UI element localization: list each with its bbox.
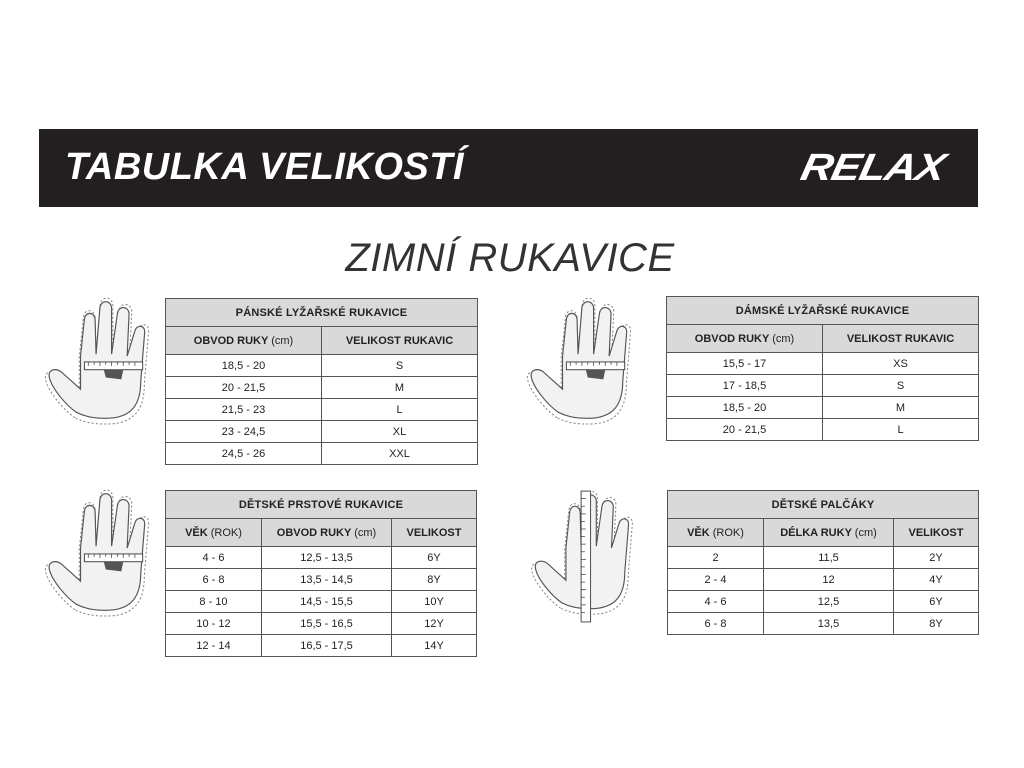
hand-measure-circumference-icon <box>38 484 158 620</box>
table-cell: 8Y <box>894 613 979 635</box>
table-cell: 6 - 8 <box>166 569 262 591</box>
relax-logo: RELAX <box>797 147 949 189</box>
table-cell: 6Y <box>894 591 979 613</box>
table-cell: 12,5 - 13,5 <box>262 547 392 569</box>
table-row <box>166 355 478 377</box>
table-cell: 10Y <box>392 591 477 613</box>
table-cell: M <box>322 377 478 399</box>
column-header: OBVOD RUKY (cm) <box>166 327 322 355</box>
table-cell: S <box>322 355 478 377</box>
table-cell: 23 - 24,5 <box>166 421 322 443</box>
table-cell: XL <box>322 421 478 443</box>
table-cell: 2 - 4 <box>668 569 764 591</box>
table-cell: L <box>322 399 478 421</box>
table-cell: 21,5 - 23 <box>166 399 322 421</box>
header-banner <box>39 129 978 207</box>
table-cell: XXL <box>322 443 478 465</box>
table-cell: M <box>823 397 979 419</box>
column-header: VELIKOST <box>894 519 979 547</box>
table-cell: 10 - 12 <box>166 613 262 635</box>
table-cell: 2 <box>668 547 764 569</box>
table-cell: 6Y <box>392 547 477 569</box>
kids-mittens-size-table <box>667 490 979 635</box>
mens-size-table <box>165 298 478 465</box>
table-row <box>667 375 979 397</box>
table-cell: 20 - 21,5 <box>166 377 322 399</box>
table-cell: 17 - 18,5 <box>667 375 823 397</box>
column-header: DÉLKA RUKY (cm) <box>764 519 894 547</box>
table-row <box>166 635 477 657</box>
table-cell: S <box>823 375 979 397</box>
kids-fingered-size-table <box>165 490 477 657</box>
table-cell: 24,5 - 26 <box>166 443 322 465</box>
table-cell: 8Y <box>392 569 477 591</box>
column-header: VELIKOST <box>392 519 477 547</box>
table-cell: 15,5 - 17 <box>667 353 823 375</box>
table-row <box>166 377 478 399</box>
table-cell: 2Y <box>894 547 979 569</box>
table-row <box>166 421 478 443</box>
table-caption: DĚTSKÉ PALČÁKY <box>668 491 979 519</box>
table-cell: 4 - 6 <box>668 591 764 613</box>
table-row <box>667 419 979 441</box>
table-cell: XS <box>823 353 979 375</box>
table-cell: 14,5 - 15,5 <box>262 591 392 613</box>
table-cell: 12,5 <box>764 591 894 613</box>
column-header: VELIKOST RUKAVIC <box>823 325 979 353</box>
table-row <box>166 591 477 613</box>
table-row <box>668 591 979 613</box>
table-row <box>166 443 478 465</box>
table-row <box>668 547 979 569</box>
column-header: OBVOD RUKY (cm) <box>667 325 823 353</box>
table-cell: 18,5 - 20 <box>166 355 322 377</box>
table-row <box>166 613 477 635</box>
womens-size-table <box>666 296 979 441</box>
table-row <box>166 569 477 591</box>
table-cell: 11,5 <box>764 547 894 569</box>
table-cell: 8 - 10 <box>166 591 262 613</box>
table-row <box>667 397 979 419</box>
table-cell: 20 - 21,5 <box>667 419 823 441</box>
table-row <box>668 569 979 591</box>
table-cell: 18,5 - 20 <box>667 397 823 419</box>
page-title: TABULKA VELIKOSTÍ <box>65 146 465 188</box>
table-cell: 12 - 14 <box>166 635 262 657</box>
table-row <box>166 399 478 421</box>
table-cell: 13,5 - 14,5 <box>262 569 392 591</box>
table-caption: DĚTSKÉ PRSTOVÉ RUKAVICE <box>166 491 477 519</box>
column-header: VĚK (ROK) <box>668 519 764 547</box>
column-header: VĚK (ROK) <box>166 519 262 547</box>
table-cell: L <box>823 419 979 441</box>
table-row <box>667 353 979 375</box>
table-cell: 14Y <box>392 635 477 657</box>
table-cell: 12Y <box>392 613 477 635</box>
hand-measure-circumference-icon <box>38 292 158 428</box>
table-row <box>668 613 979 635</box>
column-header: VELIKOST RUKAVIC <box>322 327 478 355</box>
table-row <box>166 547 477 569</box>
table-cell: 12 <box>764 569 894 591</box>
table-cell: 16,5 - 17,5 <box>262 635 392 657</box>
column-header: OBVOD RUKY (cm) <box>262 519 392 547</box>
table-cell: 4 - 6 <box>166 547 262 569</box>
table-cell: 6 - 8 <box>668 613 764 635</box>
table-caption: PÁNSKÉ LYŽAŘSKÉ RUKAVICE <box>166 299 478 327</box>
section-subtitle: ZIMNÍ RUKAVICE <box>345 236 675 280</box>
hand-measure-circumference-icon <box>520 292 640 428</box>
table-cell: 15,5 - 16,5 <box>262 613 392 635</box>
table-caption: DÁMSKÉ LYŽAŘSKÉ RUKAVICE <box>667 297 979 325</box>
table-cell: 4Y <box>894 569 979 591</box>
table-cell: 13,5 <box>764 613 894 635</box>
hand-measure-length-icon <box>528 484 638 629</box>
